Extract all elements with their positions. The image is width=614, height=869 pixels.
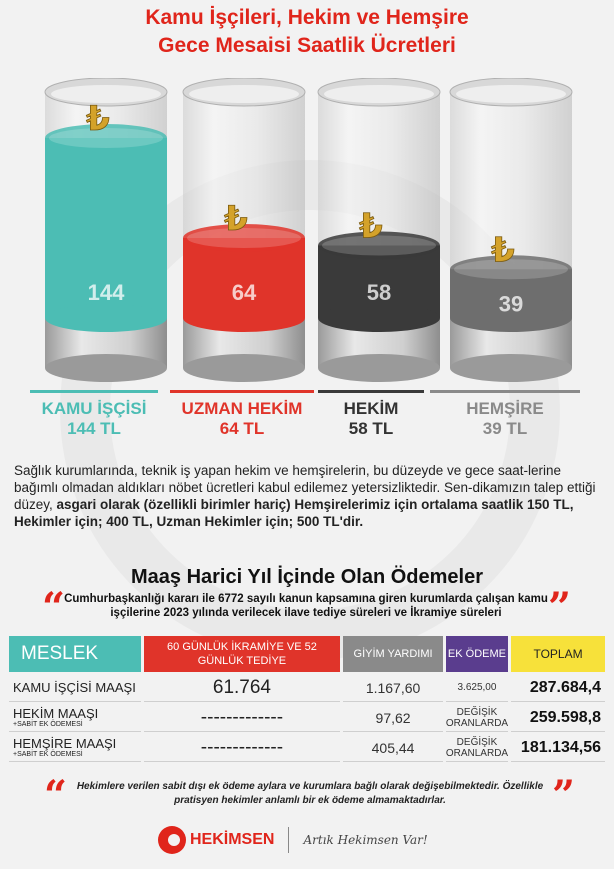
page-title — [0, 4, 614, 60]
table-row — [9, 704, 605, 732]
category-underline — [318, 390, 424, 393]
cell-toplam: 259.598,8 — [511, 704, 605, 732]
bar-value-label: 58 — [366, 280, 392, 305]
cell-job — [9, 704, 141, 732]
lira-icon: ₺ — [359, 206, 383, 247]
category-label-block — [430, 390, 580, 439]
cylinder-base-bottom — [45, 354, 167, 382]
header-meslek: MESLEK — [9, 636, 141, 672]
category-label-block — [318, 390, 424, 439]
footer-logo — [158, 820, 428, 860]
cell-giyim: 1.167,60 — [343, 674, 443, 702]
description-text — [14, 462, 604, 530]
cell-toplam: 181.134,56 — [511, 734, 605, 762]
category-name: HEMŞİRE — [466, 399, 544, 418]
cell-toplam: 287.684,4 — [511, 674, 605, 702]
cylinder-top-inner — [189, 85, 299, 103]
lira-icon: ₺ — [491, 230, 515, 271]
cell-giyim: 97,62 — [343, 704, 443, 732]
header-ek-odeme: EK ÖDEME — [446, 636, 508, 672]
close-quote-icon: ” — [552, 772, 576, 819]
cell-ikramiye: 61.764 — [144, 674, 341, 702]
category-name: KAMU İŞÇİSİ — [41, 399, 147, 418]
header-ikramiye: 60 GÜNLÜK İKRAMİYE VE 52 GÜNLÜK TEDİYE — [144, 636, 341, 672]
close-quote-icon: ” — [548, 584, 572, 631]
cell-ikramiye: ------------- — [144, 704, 341, 732]
table-row — [9, 674, 605, 702]
table-row — [9, 734, 605, 762]
cell-ek: 3.625,00 — [446, 674, 508, 702]
cylinder-base-bottom — [183, 354, 305, 382]
job-label: KAMU İŞÇİSİ MAAŞI — [13, 680, 136, 695]
description-part-2: asgari olarak (özellikli birimler hariç) Hemşirelerimiz için ortalama saatlik 150 TL, Hekimler için; 400 TL, Uzman Hekimler için; 500 TL'dir. — [14, 497, 574, 529]
cylinder-chart — [0, 78, 614, 383]
category-name: UZMAN HEKİM — [181, 399, 303, 418]
category-value: 64 TL — [219, 419, 265, 438]
lira-icon: ₺ — [224, 199, 248, 239]
bar-bottom — [318, 304, 440, 332]
cylinder-base-bottom — [318, 354, 440, 382]
category-underline — [170, 390, 314, 393]
bar-value-label: 144 — [87, 280, 125, 305]
section-subtitle: Cumhurbaşkanlığı kararı ile 6772 sayılı kanun kapsamına giren kurumlarda çalışan kamu işçilerine 2023 yılında verilecek ilave tediye süreleri ve İkramiye süreleri — [64, 593, 548, 619]
header-toplam: TOPLAM — [511, 636, 605, 672]
title-line-1: Kamu İşçileri, Hekim ve Hemşire — [145, 6, 469, 29]
category-value: 144 TL — [67, 419, 121, 438]
header-giyim: GİYİM YARDIMI — [343, 636, 443, 672]
bar-bottom — [45, 304, 167, 332]
footnote: Hekimlere verilen sabit dışı ek ödeme aylara ve kurumlara bağlı olarak değişebilmektedir. Özellikle pratisyen hekimler anlamlı bir ek ödeme almamaktadırlar. — [76, 781, 544, 806]
cylinder-base-bottom — [450, 354, 572, 382]
open-quote-icon: “ — [42, 584, 66, 631]
bar-value-label: 39 — [498, 291, 524, 317]
job-note: +SABİT EK ÖDEMESİ — [13, 720, 83, 728]
cell-job — [9, 674, 141, 702]
hekimsen-logo-icon — [158, 826, 186, 854]
slogan: Artık Hekimsen Var! — [303, 833, 428, 847]
cell-job — [9, 734, 141, 762]
bar-value-label: 64 — [231, 280, 257, 305]
category-underline — [430, 390, 580, 393]
payments-table — [6, 634, 608, 764]
job-label: HEKİM MAAŞI — [13, 705, 99, 721]
category-value: 39 TL — [482, 419, 528, 438]
category-underline — [30, 390, 158, 393]
open-quote-icon: “ — [44, 772, 68, 819]
cylinder-top-inner — [324, 85, 434, 103]
description-part-1: Sağlık kurumlarında, teknik iş yapan hekim ve hemşirelerin, bu düzeyde ve gece saat-lerine bağımlı olmadan aldıkları nöbet ücretleri kabul edilemez yetersizliktedir. Sen-dikamızın talep ettiği düzey, — [14, 463, 596, 512]
category-label-block — [170, 390, 314, 439]
section-title: Maaş Harici Yıl İçinde Olan Ödemeler — [130, 566, 483, 588]
title-line-2: Gece Mesaisi Saatlik Ücretleri — [158, 34, 456, 57]
job-note: +SABİT EK ÖDEMESİ — [13, 750, 83, 758]
divider — [288, 827, 289, 853]
cell-ikramiye: ------------- — [144, 734, 341, 762]
category-name: HEKİM — [343, 399, 399, 418]
cylinder-top-inner — [456, 85, 566, 103]
job-label: HEMŞİRE MAAŞI — [13, 735, 117, 751]
bar-bottom — [183, 304, 305, 332]
table-header-row — [9, 636, 605, 672]
lira-icon: ₺ — [86, 99, 110, 139]
category-value: 58 TL — [348, 419, 394, 438]
cell-giyim: 405,44 — [343, 734, 443, 762]
logo-text: HEKİMSEN — [190, 831, 275, 848]
cell-ek: DEĞİŞİK ORANLARDA — [446, 704, 508, 732]
cell-ek: DEĞİŞİK ORANLARDA — [446, 734, 508, 762]
category-label-block — [30, 390, 158, 439]
